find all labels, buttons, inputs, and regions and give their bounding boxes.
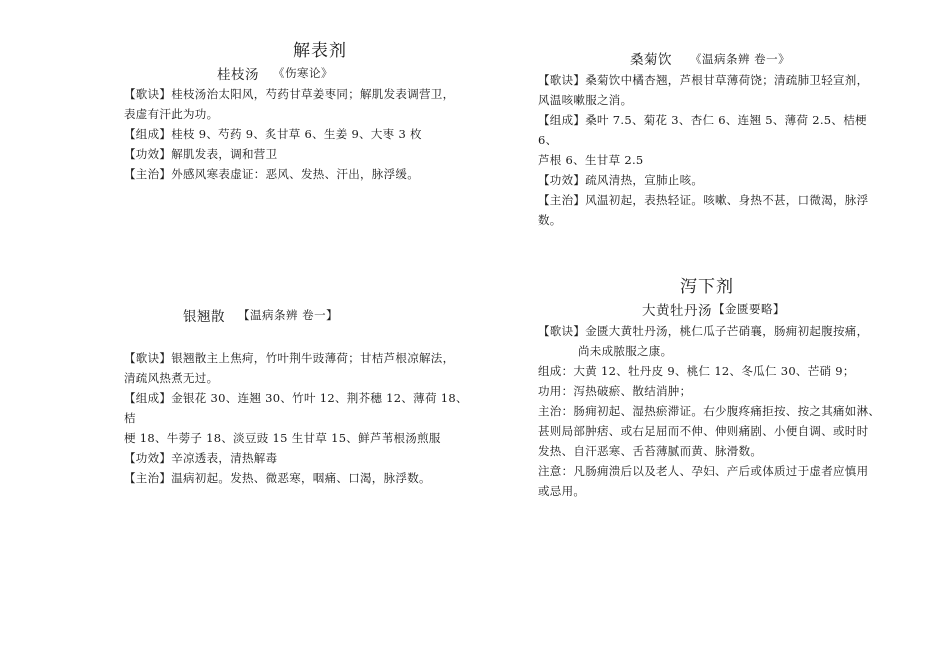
text-line: 【歌诀】银翘散主上焦疴，竹叶荆牛豉薄荷；甘桔芦根凉解法， [124, 351, 455, 365]
formula-name-guizhi: 桂枝汤 [217, 67, 259, 83]
section-title-xiexia: 泻下剂 [680, 277, 734, 297]
text-line: 主治：肠痈初起、湿热瘀滞证。右少腹疼痛拒按、按之其痛如淋、 [538, 404, 881, 418]
text-line: 【歌诀】桂枝汤治太阳风，芍药甘草姜枣同；解肌发表调营卫， [124, 87, 455, 101]
formula-source-sangju: 《温病条辨 卷一》 [690, 52, 791, 66]
text-line: 功用：泻热破瘀、散结消肿； [538, 384, 692, 398]
formula-source-dahuang: 【金匮要略】 [713, 302, 785, 316]
text-line: 【功效】疏风清热，宣肺止咳。 [538, 173, 704, 187]
text-line: 注意：凡肠痈溃后以及老人、孕妇、产后或体质过于虚者应慎用 [538, 464, 869, 478]
text-line: 数。 [538, 213, 562, 227]
formula-text-yinqiao [124, 348, 469, 488]
text-line: 【组成】桂枝 9、芍药 9、炙甘草 6、生姜 9、大枣 3 枚 [124, 127, 422, 141]
formula-name-dahuang: 大黄牡丹汤 [642, 303, 712, 319]
text-line: 组成：大黄 12、牡丹皮 9、桃仁 12、冬瓜仁 30、芒硝 9； [538, 364, 855, 378]
text-line: 或忌用。 [538, 484, 586, 498]
text-line: 【功效】辛凉透表，清热解毒 [124, 451, 278, 465]
formula-text-guizhi [124, 84, 474, 184]
text-line: 芦根 6、生甘草 2.5 [538, 153, 644, 167]
section-title-jiebiao: 解表剂 [293, 41, 347, 61]
formula-source-guizhi: 《伤寒论》 [273, 66, 333, 80]
formula-source-yinqiao: 【温病条辨 卷一】 [238, 308, 339, 322]
text-line: 梗 18、牛蒡子 18、淡豆豉 15 生甘草 15、鲜芦苇根汤煎服 [124, 431, 441, 445]
text-line: 【主治】温病初起。发热、微恶寒，咽痛、口渴，脉浮数。 [124, 471, 431, 485]
formula-name-sangju: 桑菊饮 [630, 52, 672, 68]
text-line: 发热、自汗恶寒、舌苔薄腻而黄、脉滑数。 [538, 444, 763, 458]
text-line: 【主治】外感风寒表虚证：恶风、发热、汗出，脉浮缓。 [124, 167, 419, 181]
text-line: 甚则局部肿痞、或右足屈而不伸、伸则痛剧、小便自调、或时时 [538, 424, 869, 438]
text-line: 【歌诀】金匮大黄牡丹汤，桃仁瓜子芒硝襄，肠痈初起腹按痛， [538, 324, 869, 338]
text-line: 清疏风热煮无过。 [124, 371, 219, 385]
text-line: 【组成】金银花 30、连翘 30、竹叶 12、荆芥穗 12、薄荷 18、桔 [124, 391, 468, 425]
formula-text-sangju [538, 70, 883, 230]
text-line: 表虚有汗此为功。 [124, 107, 219, 121]
formula-name-yinqiao: 银翘散 [183, 309, 225, 325]
text-line: 尚未成脓服之康。 [578, 344, 673, 358]
text-line: 【主治】风温初起，表热轻证。咳嗽、身热不甚，口微渴，脉浮 [538, 193, 869, 207]
text-line: 【功效】解肌发表，调和营卫 [124, 147, 278, 161]
formula-text-dahuang [538, 321, 883, 501]
text-line: 风温咳嗽服之消。 [538, 93, 633, 107]
text-line: 【组成】桑叶 7.5、菊花 3、杏仁 6、连翘 5、薄荷 2.5、桔梗 6、 [538, 113, 867, 147]
text-line: 【歌诀】桑菊饮中橘杏翘，芦根甘草薄荷饶；清疏肺卫轻宣剂， [538, 73, 869, 87]
